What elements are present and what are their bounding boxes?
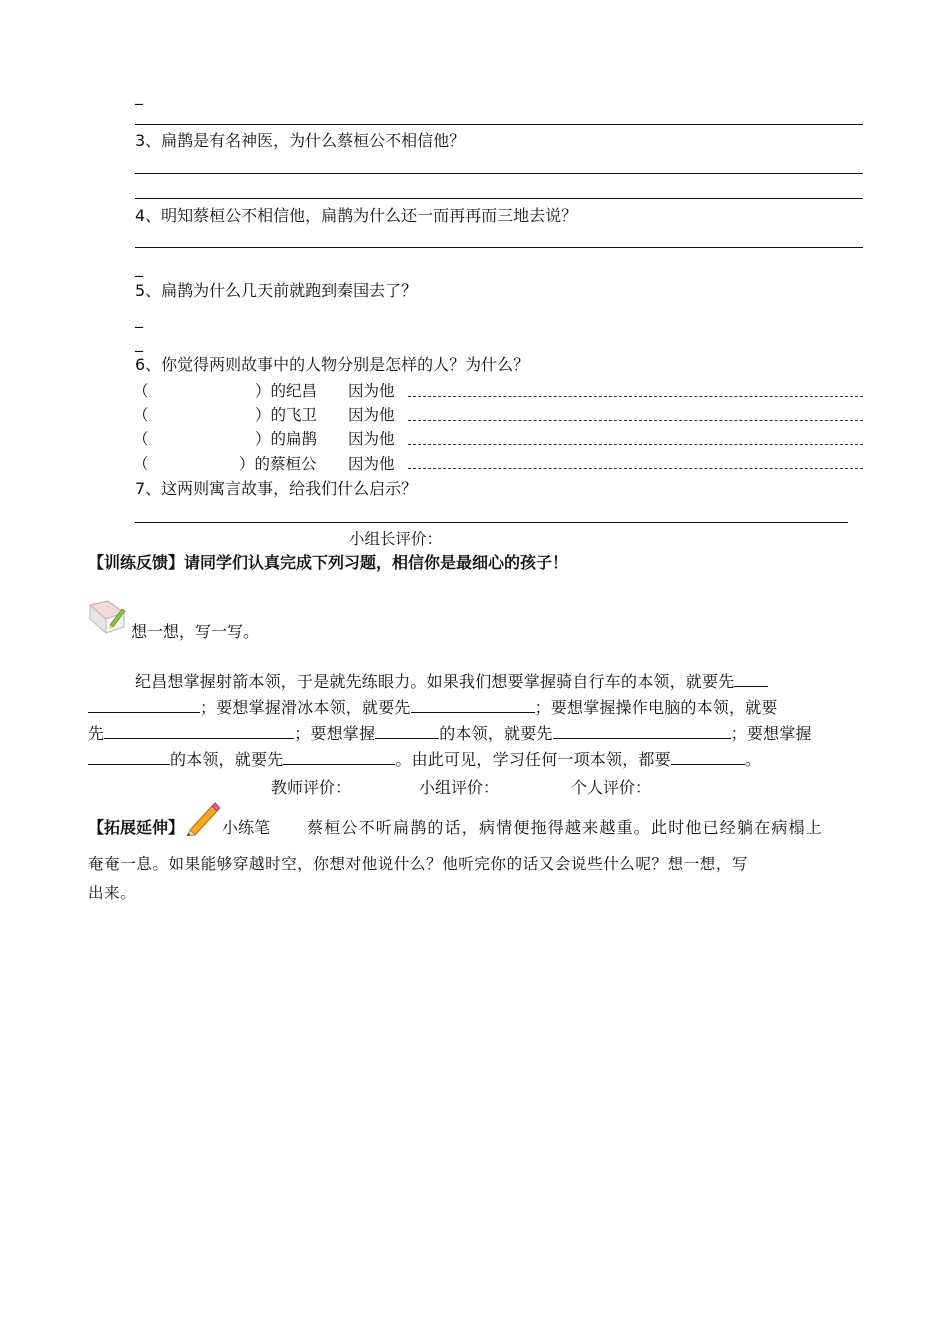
q6-row-name: ）的蔡桓公 bbox=[239, 455, 317, 473]
fill-blank[interactable] bbox=[734, 671, 768, 687]
paragraph-text: ；要想掌握滑冰本领，就要先 bbox=[200, 698, 411, 717]
q6-row-open: （ bbox=[133, 430, 149, 448]
fill-blank[interactable] bbox=[375, 723, 439, 739]
answer-line[interactable] bbox=[408, 420, 863, 421]
paragraph-line-2 bbox=[88, 695, 778, 721]
q6-row-open: （ bbox=[133, 455, 149, 473]
paragraph-text: ；要想掌握 bbox=[730, 724, 812, 743]
answer-line[interactable] bbox=[135, 124, 863, 125]
answer-line[interactable] bbox=[408, 444, 863, 445]
answer-line[interactable] bbox=[135, 173, 863, 174]
q6-row-because: 因为他 bbox=[348, 430, 395, 448]
fill-blank[interactable] bbox=[553, 723, 731, 739]
paragraph-line-3 bbox=[88, 721, 812, 747]
paragraph-text: ；要想掌握 bbox=[294, 724, 376, 743]
blank-mark: _ bbox=[135, 333, 143, 352]
training-text: 请同学们认真完成下列习题，相信你是最细心的孩子！ bbox=[184, 553, 569, 572]
group-leader-evaluation: 小组长评价： bbox=[349, 530, 443, 548]
fill-blank[interactable] bbox=[88, 749, 170, 765]
extension-line-2: 奄奄一息。如果能够穿越时空，你想对他说什么？他听完你的话又会说些什么呢？想一想，写 bbox=[88, 855, 749, 873]
question-7: 7、这两则寓言故事，给我们什么启示？ bbox=[135, 479, 418, 498]
q6-row-name: ）的扁鹊 bbox=[255, 430, 318, 448]
paragraph-text: 纪昌想掌握射箭本领，于是就先练眼力。如果我们想要掌握骑自行车的本领，就要先 bbox=[135, 672, 735, 691]
training-tag: 【训练反馈】 bbox=[88, 553, 185, 572]
training-heading bbox=[88, 553, 568, 573]
pencil-icon bbox=[184, 800, 220, 836]
question-3: 3、扁鹊是有名神医，为什么蔡桓公不相信他？ bbox=[135, 131, 466, 150]
question-6: 6、你觉得两则故事中的人物分别是怎样的人？为什么？ bbox=[135, 355, 530, 374]
fill-blank[interactable] bbox=[104, 723, 294, 739]
q6-row-name: ）的飞卫 bbox=[255, 406, 318, 424]
answer-line[interactable] bbox=[408, 396, 863, 397]
paragraph-text: ；要想掌握操作电脑的本领，就要 bbox=[534, 698, 778, 717]
q6-row-because: 因为他 bbox=[348, 455, 395, 473]
paragraph-text: 。由此可见，学习任何一项本领，都要 bbox=[395, 750, 671, 769]
blank-mark: _ bbox=[135, 309, 143, 328]
paragraph-line-4 bbox=[88, 747, 761, 773]
q6-row-open: （ bbox=[133, 406, 149, 424]
extension-line-3: 出来。 bbox=[88, 884, 137, 902]
paragraph-text: 的本领，就要先 bbox=[170, 750, 284, 769]
notebook-icon bbox=[86, 597, 130, 637]
answer-line[interactable] bbox=[135, 522, 848, 523]
answer-line[interactable] bbox=[408, 468, 863, 469]
think-title: 想一想，写一写。 bbox=[131, 622, 260, 641]
extension-line-1: 蔡桓公不听扁鹊的话，病情便拖得越来越重。此时他已经躺在病榻上 bbox=[307, 818, 824, 837]
extension-tag: 【拓展延伸】 bbox=[88, 818, 185, 837]
q6-row-because: 因为他 bbox=[348, 382, 395, 400]
q6-row-open: （ bbox=[133, 382, 149, 400]
fill-blank[interactable] bbox=[88, 697, 200, 713]
blank-mark: _ bbox=[135, 258, 143, 277]
q6-row-because: 因为他 bbox=[348, 406, 395, 424]
teacher-evaluation: 教师评价： bbox=[271, 778, 352, 797]
fill-blank[interactable] bbox=[671, 749, 745, 765]
paragraph-text: 的本领，就要先 bbox=[439, 724, 553, 743]
paragraph-text: 。 bbox=[744, 750, 762, 769]
personal-evaluation: 个人评价： bbox=[571, 778, 652, 797]
extension-label: 小练笔 bbox=[222, 818, 271, 837]
paragraph-line-1 bbox=[135, 669, 768, 695]
q6-row-name: ）的纪昌 bbox=[255, 382, 318, 400]
fill-blank[interactable] bbox=[411, 697, 535, 713]
question-5: 5、扁鹊为什么几天前就跑到秦国去了？ bbox=[135, 281, 418, 300]
paragraph-text: 先 bbox=[88, 724, 105, 743]
blank-mark: _ bbox=[135, 86, 143, 105]
question-4: 4、明知蔡桓公不相信他，扁鹊为什么还一而再再而三地去说？ bbox=[135, 206, 578, 225]
group-evaluation: 小组评价： bbox=[419, 778, 500, 797]
fill-blank[interactable] bbox=[283, 749, 395, 765]
answer-line[interactable] bbox=[135, 198, 863, 199]
answer-line[interactable] bbox=[135, 247, 863, 248]
